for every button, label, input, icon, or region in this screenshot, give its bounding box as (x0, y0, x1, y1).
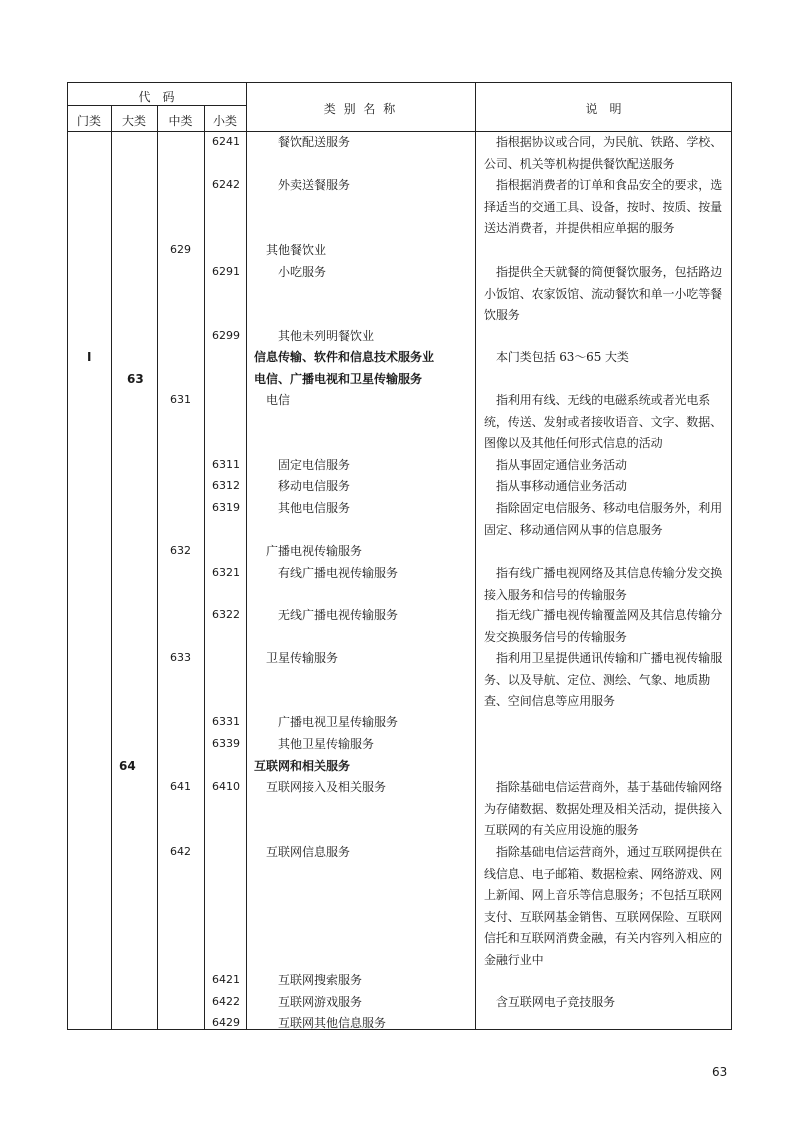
xiao-code: 6322 (212, 608, 240, 621)
category-name: 电信 (266, 393, 291, 407)
col-divider (111, 105, 112, 1030)
category-description: 指从事固定通信业务活动 (496, 458, 627, 472)
da-code: 64 (119, 759, 136, 773)
da-code: 63 (127, 372, 144, 386)
category-name: 无线广播电视传输服务 (278, 608, 399, 622)
xiao-code: 6429 (212, 1016, 240, 1029)
xiao-code: 6319 (212, 501, 240, 514)
category-description: 指根据消费者的订单和食品安全的要求，选择适当的交通工具、设备，按时、按质、按量送达消费者，并提供相应单据的服务 (484, 178, 723, 236)
header-men: 门类 (76, 114, 101, 128)
category-name: 广播电视传输服务 (266, 544, 363, 558)
category-description: 指有线广播电视网络及其信息传输分发交换接入服务和信号的传输服务 (484, 566, 723, 602)
category-description: 指利用有线、无线的电磁系统或者光电系统，传送、发射或者接收语音、文字、数据、图像以及其他任何形式信息的活动 (484, 393, 723, 451)
category-name: 餐饮配送服务 (278, 135, 351, 149)
page-number: 63 (712, 1065, 728, 1079)
xiao-code: 6410 (212, 780, 240, 793)
xiao-code: 6321 (212, 566, 240, 579)
zhong-code: 633 (170, 651, 191, 664)
zhong-code: 631 (170, 393, 191, 406)
xiao-code: 6331 (212, 715, 240, 728)
category-name: 广播电视卫星传输服务 (278, 715, 399, 729)
category-description: 指无线广播电视传输覆盖网及其信息传输分发交换服务信号的传输服务 (484, 608, 723, 644)
col-divider (204, 105, 205, 1030)
category-name: 互联网信息服务 (266, 845, 351, 859)
category-name: 互联网游戏服务 (278, 995, 363, 1009)
header-divider (67, 105, 246, 106)
men-code: I (87, 350, 92, 364)
header-xiao: 小类 (212, 114, 237, 128)
category-name: 信息传输、软件和信息技术服务业 (254, 350, 435, 364)
category-name: 移动电信服务 (278, 479, 351, 493)
category-description: 指除基础电信运营商外，基于基础传输网络为存储数据、数据处理及相关活动，提供接入互联网的有关应用设施的服务 (484, 780, 723, 838)
category-name: 有线广播电视传输服务 (278, 566, 399, 580)
category-description: 含互联网电子竞技服务 (496, 995, 616, 1009)
category-description: 指除基础电信运营商外，通过互联网提供在线信息、电子邮箱、数据检索、网络游戏、网上新闻、网上音乐等信息服务；不包括互联网支付、互联网基金销售、互联网保险、互联网信托和互联网消费金融，有关内容列入相应的金融行业中 (484, 845, 723, 967)
category-name: 卫星传输服务 (266, 651, 339, 665)
header-code: 代 码 (138, 90, 175, 104)
xiao-code: 6421 (212, 973, 240, 986)
zhong-code: 642 (170, 845, 191, 858)
category-name: 互联网接入及相关服务 (266, 780, 387, 794)
header-desc: 说 明 (585, 102, 622, 116)
xiao-code: 6422 (212, 995, 240, 1008)
category-name: 固定电信服务 (278, 458, 351, 472)
category-description: 指从事移动通信业务活动 (496, 479, 627, 493)
header-name: 类 别 名 称 (323, 102, 398, 116)
category-name: 电信、广播电视和卫星传输服务 (254, 372, 423, 386)
category-description: 指提供全天就餐的简便餐饮服务，包括路边小饭馆、农家饭馆、流动餐饮和单一小吃等餐饮服务 (484, 265, 723, 323)
category-name: 互联网搜索服务 (278, 973, 363, 987)
category-name: 其他卫星传输服务 (278, 737, 375, 751)
xiao-code: 6291 (212, 265, 240, 278)
xiao-code: 6339 (212, 737, 240, 750)
category-name: 互联网和相关服务 (254, 759, 351, 773)
zhong-code: 641 (170, 780, 191, 793)
category-name: 外卖送餐服务 (278, 178, 351, 192)
category-name: 互联网其他信息服务 (278, 1016, 387, 1030)
category-name: 其他未列明餐饮业 (278, 329, 375, 343)
col-divider (475, 82, 476, 1030)
col-divider (246, 82, 247, 1030)
xiao-code: 6311 (212, 458, 240, 471)
category-description: 指根据协议或合同，为民航、铁路、学校、公司、机关等机构提供餐饮配送服务 (484, 135, 723, 171)
category-description: 指利用卫星提供通讯传输和广播电视传输服务、以及导航、定位、测绘、气象、地质勘查、空间信息等应用服务 (484, 651, 723, 709)
xiao-code: 6299 (212, 329, 240, 342)
category-name: 其他电信服务 (278, 501, 351, 515)
header-da: 大类 (121, 114, 146, 128)
category-name: 其他餐饮业 (266, 243, 327, 257)
zhong-code: 632 (170, 544, 191, 557)
header-zhong: 中类 (168, 114, 193, 128)
category-name: 小吃服务 (278, 265, 327, 279)
category-description: 指除固定电信服务、移动电信服务外，利用固定、移动通信网从事的信息服务 (484, 501, 723, 537)
xiao-code: 6241 (212, 135, 240, 148)
xiao-code: 6242 (212, 178, 240, 191)
col-divider (157, 105, 158, 1030)
xiao-code: 6312 (212, 479, 240, 492)
category-description: 本门类包括 63～65 大类 (496, 350, 629, 364)
zhong-code: 629 (170, 243, 191, 256)
